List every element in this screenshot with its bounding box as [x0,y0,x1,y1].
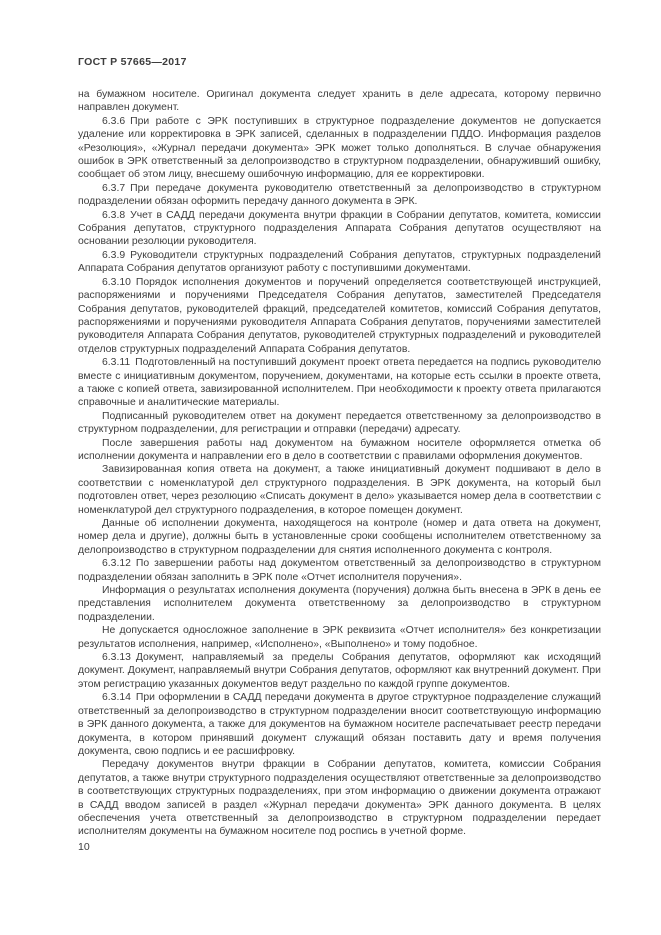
paragraph [78,758,601,838]
page-number: 10 [78,841,90,853]
paragraph-6-3-11 [78,356,601,410]
paragraph-text: При оформлении в САДД передачи документа в другое структурное подразделение служащий ответственный за делопроизводство в структурном подразделении вносит соответствующую информацию в ЭРК данного документа, а также для документов на бумажном носителе распечатывает реестр передачи документа, в котором принявший документ служащий обязан поставить дату и время получения документа, свою подпись и ее расшифровку. [78,692,601,757]
paragraph [78,517,601,557]
paragraph-text: на бумажном носителе. Оригинал документа следует хранить в деле адресата, которому первично направлен документ. [78,89,601,114]
clause-number: 6.3.8 [102,209,126,221]
paragraph-6-3-7 [78,182,601,209]
paragraph-text: Подготовленный на поступивший документ проект ответа передается на подпись руководителю вместе с инициативным документом, поручением, документами, на которые есть ссылки в проекте ответа, а также с копией ответа, завизированной исполнителем. При необходимости к проекту ответа прилагаются справочные и аналитические материалы. [78,357,601,409]
clause-number: 6.3.11 [102,357,131,369]
paragraph-6-3-6 [78,115,601,182]
paragraph-text: При работе с ЭРК поступивших в структурное подразделение документов не допускается удаление или корректировка в ЭРК записей, сделанных в подразделении ПДДО. Информация разделов «Резолюция», «Журнал передачи документа» ЭРК может только дополняться. В случае обнаружения ошибок в ЭРК ответственный за делопроизводство в структурном подразделении, обнаруживший ошибку, сообщает об этом лицу, внесшему ошибочную информацию, для ее корректировки. [78,115,601,181]
paragraph-text: По завершении работы над документом ответственный за делопроизводство в структурном подразделении обязан заполнить в ЭРК поле «Отчет исполнителя поручения». [78,558,601,583]
paragraph-text: Данные об исполнении документа, находящегося на контроле (номер и дата ответа на документ, номер дела и другие), должны быть в установленные сроки сообщены исполнителем ответственному за делопроизводство в структурном подразделении для снятия исполненного документа с контроля. [78,518,601,556]
paragraph-6-3-13 [78,651,601,691]
paragraph-continuation [78,88,601,115]
paragraph [78,624,601,651]
paragraph-text: При передаче документа руководителю ответственный за делопроизводство в структурном подразделении обязан оформить передачу данного документа в ЭРК. [78,182,601,208]
clause-number: 6.3.6 [102,115,126,127]
document-body [78,88,601,839]
paragraph-text: Завизированная копия ответа на документ, а также инициативный документ подшивают в дело в соответствии с номенклатурой дел структурного подразделения. В ЭРК документа, на который был подготовлен ответ, через резолюцию «Списать документ в дело» указывается номер дела в соответствии с номенклатурой дел структурного подразделения, в которое помещен документ. [78,464,601,516]
paragraph-text: Передачу документов внутри фракции в Собрании депутатов, комитета, комиссии Собрания депутатов, а также внутри структурного подразделения осуществляют ответственные за делопроизводство в соответствующих структурных подразделениях, при этом информацию о движении документа отражают в САДД вводом записей в раздел «Журнал передачи документа» ЭРК данного документа. В целях обеспечения учета ответственный за делопроизводство в структурном подразделении передает исполнителям документы на бумажном носителе под роспись в учетной форме. [78,759,601,838]
paragraph [78,463,601,517]
paragraph-text: Информация о результатах исполнения документа (поручения) должна быть внесена в ЭРК в день ее представления исполнителем документа ответственному за делопроизводство в структурном подразделении. [78,585,601,623]
paragraph-text: Подписанный руководителем ответ на документ передается ответственному за делопроизводство в структурном подразделении, для регистрации и отправки (передачи) адресату. [78,410,601,436]
paragraph-text: Учет в САДД передачи документа внутри фракции в Собрании депутатов, комитета, комиссии Собрания депутатов, структурного подразделения Аппарата Собрания депутатов осуществляют на основании резолюции руководителя. [78,209,601,248]
paragraph-6-3-9 [78,249,601,276]
paragraph-6-3-14 [78,691,601,758]
paragraph-text: Не допускается односложное заполнение в ЭРК реквизита «Отчет исполнителя» без конкретизации результатов исполнения, например, «Исполнено», «Выполнено» и тому подобное. [78,625,601,650]
paragraph-6-3-10 [78,276,601,356]
clause-number: 6.3.13 [102,652,131,664]
paragraph-text: После завершения работы над документом на бумажном носителе оформляется отметка об исполнении документа и направлении его в дело в соответствии с правилами оформления документов. [78,437,601,462]
clause-number: 6.3.9 [102,249,126,261]
clause-number: 6.3.14 [102,692,131,704]
paragraph-text: Руководители структурных подразделений Собрания депутатов, структурных подразделений Аппарата Собрания депутатов организуют работу с поступившими документами. [78,249,601,275]
clause-number: 6.3.7 [102,182,126,194]
paragraph-text: Документ, направляемый за пределы Собрания депутатов, оформляют как исходящий документ. Документ, направляемый внутри Собрания депутатов, оформляют как внутренний документ. При этом регистрацию указанных документов ведут раздельно по каждой группе документов. [78,652,601,690]
paragraph-6-3-12 [78,557,601,584]
clause-number: 6.3.10 [102,276,131,288]
paragraph [78,437,601,464]
document-header-standard-number: ГОСТ Р 57665—2017 [78,56,187,68]
paragraph-text: Порядок исполнения документов и поручений определяется соответствующей инструкцией, распоряжениями и поручениями Председателя Собрания депутатов, заместителей Председателя Собрания депутатов, руководителей фракций, председателей комитетов, комиссий Собрания депутатов, распоряжениями и поручениями руководителя Аппарата Собрания депутатов, поручениями заместителей руководителя Аппарата Собрания депутатов, руководителей структурных подразделений и руководителей отделов структурных подразделений Аппарата Собрания депутатов. [78,276,601,355]
clause-number: 6.3.12 [102,558,131,570]
paragraph-6-3-8 [78,209,601,249]
paragraph [78,584,601,624]
paragraph [78,410,601,437]
